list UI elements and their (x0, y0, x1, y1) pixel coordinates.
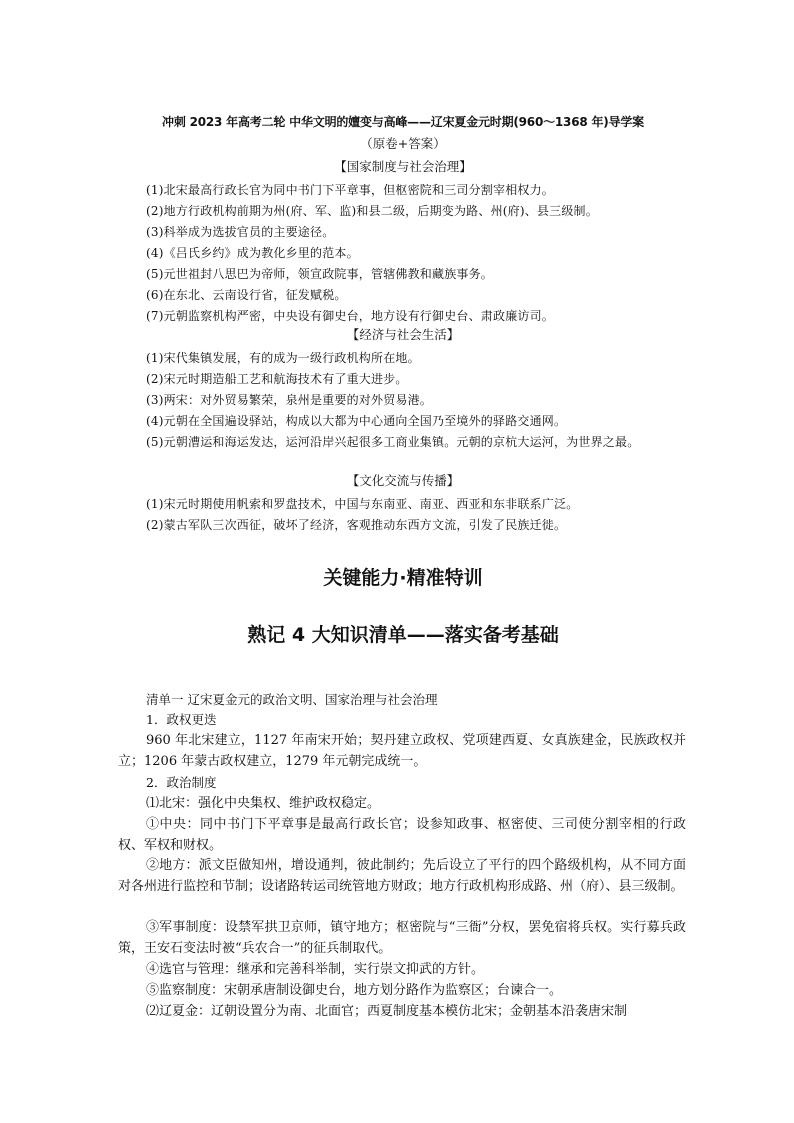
list-item: (6)在东北、云南设行省，征发赋税。 (146, 288, 347, 302)
list1-heading: 清单一 辽宋夏金元的政治文明、国家治理与社会治理 (146, 692, 438, 707)
list-item: (1)北宋最高行政长官为同中书门下平章事，但枢密院和三司分割宰相权力。 (146, 183, 555, 197)
list-item: (4)元朝在全国遍设驿站，构成以大都为中心通向全国乃至境外的驿路交通网。 (146, 414, 567, 428)
section-heading-economy: 【经济与社会生活】 (346, 327, 460, 342)
list1-point: ②地方：派文臣做知州，增设通判，彼此制约；先后设立了平行的四个路级机构，从不同方面对各州进行监控和节制；设诸路转运司统管地方财政；地方行政机构形成路、州（府）、县三级制。 (118, 858, 686, 894)
list-item: (2)地方行政机构前期为州(府、军、监)和县二级，后期变为路、州(府)、县三级制。 (146, 204, 598, 218)
sub-title: 熟记 4 大知识清单——落实备考基础 (247, 624, 559, 646)
list-item: (3)科举成为选拔官员的主要途径。 (146, 225, 335, 239)
list1-point: ⑵辽夏金：辽朝设置分为南、北面官；西夏制度基本模仿北宋；金朝基本沿袭唐宋制 (146, 1004, 628, 1019)
list1-point: ⑤监察制度：宋朝承唐制设御史台，地方划分路作为监察区；台谏合一。 (146, 983, 563, 998)
section-heading-governance: 【国家制度与社会治理】 (334, 159, 472, 174)
list1-point: ①中央：同中书门下平章事是最高行政长官；设参知政事、枢密使、三司使分割宰相的行政权、军权和财权。 (118, 817, 686, 853)
list1-point: ④选官与管理：继承和完善科举制，实行崇文抑武的方针。 (146, 962, 485, 977)
list-item: (5)元朝漕运和海运发达，运河沿岸兴起很多工商业集镇。元朝的京杭大运河，为世界之最。 (146, 435, 640, 449)
list-item: (1)宋代集镇发展，有的成为一级行政机构所在地。 (146, 351, 420, 365)
list1-p2-heading: 2．政治制度 (146, 775, 217, 790)
list1-p2-sub: ⑴北宋：强化中央集权、维护政权稳定。 (146, 796, 381, 811)
list-item: (2)宋元时期造船工艺和航海技术有了重大进步。 (146, 372, 408, 386)
list-item: (2)蒙古军队三次西征，破坏了经济，客观推动东西方文流，引发了民族迁徙。 (146, 518, 567, 532)
list-item: (7)元朝监察机构严密，中央设有御史台，地方设有行御史台、肃政廉访司。 (146, 309, 555, 323)
list-item: (4)《吕氏乡约》成为教化乡里的范本。 (146, 246, 359, 260)
list-item: (3)两宋：对外贸易繁荣，泉州是重要的对外贸易港。 (146, 393, 432, 407)
section-heading-culture: 【文化交流与传播】 (346, 473, 460, 488)
list-item: (1)宋元时期使用帆索和罗盘技术，中国与东南亚、南亚、西亚和东非联系广泛。 (146, 497, 579, 511)
main-title: 关键能力·精准特训 (323, 567, 483, 589)
list1-p1-heading: 1．政权更迭 (146, 712, 217, 727)
document-subtitle: （原卷+答案） (360, 136, 446, 151)
document-title: 冲刺 2023 年高考二轮 中华文明的嬗变与高峰——辽宋夏金元时期(960～1368 年)导学案 (162, 115, 644, 129)
list-item: (5)元世祖封八思巴为帝师，领宣政院事，管辖佛教和藏族事务。 (146, 267, 494, 281)
list1-p1-text: 960 年北宋建立，1127 年南宋开始；契丹建立政权、党项建西夏、女真族建金，民族政权并立；1206 年蒙古政权建立，1279 年元朝完成统一。 (118, 733, 686, 769)
list1-point: ③军事制度：设禁军拱卫京师，镇守地方；枢密院与“三衙”分权，罢免宿将兵权。实行募兵政策，王安石变法时被“兵农合一”的征兵制取代。 (118, 920, 686, 956)
